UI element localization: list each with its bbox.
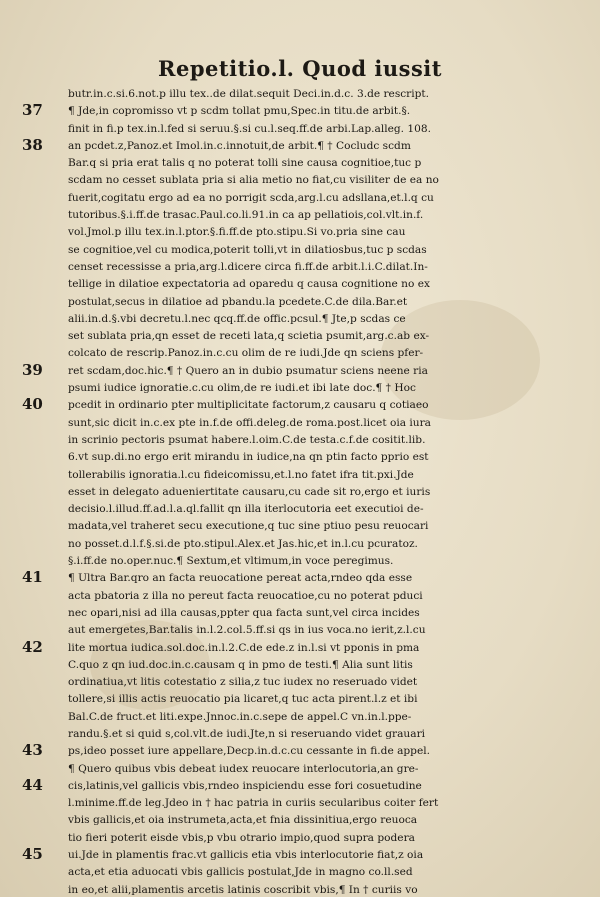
text-line: pcedit in ordinario pter multiplicitate factorum,z causaru q cotiaeo — [68, 399, 429, 412]
text-line: set sublata pria,qn esset de receti lata,q scietia psumit,arg.c.ab ex- — [68, 330, 430, 343]
text-line: vbis gallicis,et oia instrumeta,acta,et fnia dissinitiua,ergo reuoca — [68, 814, 418, 827]
text-line: finit in fi.p tex.in.l.fed si seruu.§.si cu.l.seq.ff.de arbi.Lap.alleg. 108. — [68, 122, 431, 135]
body-text — [68, 86, 556, 897]
text-line: tollerabilis ignoratia.l.cu fideicomissu,et.l.no fatet ifra tit.pxi.Jde — [68, 468, 414, 481]
margin-number: 45 — [22, 845, 43, 864]
text-line: alii.in.d.§.vbi decretu.l.nec qcq.ff.de offic.pcsul.¶ Jte,p scdas ce — [68, 312, 406, 325]
text-line: fuerit,cogitatu ergo ad ea no porrigit scda,arg.l.cu adsllana,et.l.q cu — [68, 191, 434, 204]
text-line: tio fieri poterit eisde vbis,p vbu otrario impio,quod supra podera — [68, 831, 415, 844]
text-line: lite mortua iudica.sol.doc.in.l.2.C.de ede.z in.l.si vt pponis in pma — [68, 641, 420, 654]
text-line: psumi iudice ignoratie.c.cu olim,de re iudi.et ibi late doc.¶ † Hoc — [68, 382, 416, 395]
text-line: se cognitioe,vel cu modica,poterit tolli,vt in dilatiosbus,tuc p scdas — [68, 243, 427, 256]
margin-number: 40 — [22, 395, 43, 414]
running-header — [0, 56, 600, 81]
text-line: ¶ Quero quibus vbis debeat iudex reuocare interlocutoria,an gre- — [68, 762, 419, 775]
text-line: §.i.ff.de no.oper.nuc.¶ Sextum,et vltimum,in voce peregimus. — [68, 555, 394, 568]
header-title: Repetitio.l. Quod iussit — [158, 56, 442, 81]
text-line: l.minime.ff.de leg.Jdeo in † hac patria in curiis secularibus coiter fert — [68, 797, 439, 810]
text-line: no posset.d.l.f.§.si.de pto.stipul.Alex.et Jas.hic,et in.l.cu pcuratoz. — [68, 537, 418, 550]
text-line: sunt,sic dicit in.c.ex pte in.f.de offi.deleg.de roma.post.licet oia iura — [68, 416, 431, 429]
text-line: butr.in.c.si.6.not.p illu tex..de dilat.sequit Deci.in.d.c. 3.de rescript. — [68, 88, 430, 100]
text-line: ¶ Jde,in copromisso vt p scdm tollat pmu,Spec.in titu.de arbit.§. — [68, 105, 411, 118]
text-line: tellige in dilatioe expectatoria ad oparedu q causa cognitione no ex — [68, 278, 430, 291]
text-line: vol.Jmol.p illu tex.in.l.ptor.§.fi.ff.de pto.stipu.Si vo.pria sine cau — [68, 226, 406, 239]
text-line: acta,et etia aduocati vbis gallicis postulat,Jde in magno co.ll.sed — [68, 866, 413, 879]
margin-number: 37 — [22, 101, 43, 120]
text-line: acta pbatoria z illa no pereut facta reuocatioe,cu no poterat pduci — [68, 589, 423, 602]
margin-number: 44 — [22, 776, 43, 794]
text-line: censet recessisse a pria,arg.l.dicere circa fi.ff.de arbit.l.i.C.dilat.In- — [68, 260, 428, 273]
margin-number: 42 — [22, 637, 43, 656]
text-line: aut emergetes,Bar.talis in.l.2.col.5.ff.si qs in ius voca.no ierit,z.l.cu — [68, 624, 426, 637]
text-line: an pcdet.z,Panoz.et Imol.in.c.innotuit,de arbit.¶ † Cocludc scdm — [68, 139, 411, 152]
text-line: ret scdam,doc.hic.¶ † Quero an in dubio psumatur sciens neene ria — [68, 364, 428, 377]
text-line: Bal.C.de fruct.et liti.expe.Jnnoc.in.c.sepe de appel.C vn.in.l.ppe- — [68, 710, 412, 723]
text-line: postulat,secus in dilatioe ad pbandu.la pcedete.C.de dila.Bar.et — [68, 295, 408, 308]
text-line: tutoribus.§.i.ff.de trasac.Paul.co.li.91.in ca ap pellatiois,col.vlt.in.f. — [68, 209, 424, 222]
text-line: ps,ideo posset iure appellare,Decp.in.d.c.cu cessante in fi.de appel. — [68, 745, 430, 758]
text-line: nec opari,nisi ad illa causas,ppter qua facta sunt,vel circa incides — [68, 606, 420, 619]
text-line: madata,vel traheret secu executione,q tuc sine ptiuo pesu reuocari — [68, 520, 429, 533]
text-line: ui.Jde in plamentis frac.vt gallicis etia vbis interlocutorie fiat,z oia — [68, 849, 424, 862]
text-line: ¶ Ultra Bar.qro an facta reuocatione pereat acta,rndeo qda esse — [68, 572, 413, 585]
margin-number: 38 — [22, 135, 43, 154]
text-line: 6.vt sup.di.no ergo erit mirandu in iudice,na qn ptin facto pprio est — [68, 451, 429, 464]
text-line: colcato de rescrip.Panoz.in.c.cu olim de re iudi.Jde qn sciens pfer- — [68, 347, 424, 360]
text-line: esset in delegato adueniertitate causaru,cu cade sit ro,ergo et iuris — [68, 485, 431, 498]
text-line: ordinatiua,vt litis cotestatio z silia,z tuc iudex no reseruado videt — [68, 676, 418, 689]
text-line: decisio.l.illud.ff.ad.l.a.ql.fallit qn illa iterlocutoria eet executioi de- — [68, 503, 424, 516]
text-line: Bar.q si pria erat talis q no poterat tolli sine causa cognitioe,tuc p — [68, 157, 422, 170]
margin-number: 39 — [22, 360, 43, 379]
text-line: in scrinio pectoris psumat habere.l.oim.C.de testa.c.f.de cositit.lib. — [68, 433, 426, 446]
text-line: scdam no cesset sublata pria si alia metio no fiat,cu visiliter de ea no — [68, 174, 439, 187]
text-line: tollere,si illis actis reuocatio pia licaret,q tuc acta pirent.l.z et ibi — [68, 693, 418, 706]
text-line: C.quo z qn iud.doc.in.c.causam q in pmo de testi.¶ Alia sunt litis — [68, 658, 413, 671]
margin-number: 41 — [22, 568, 43, 587]
text-line: cis,latinis,vel gallicis vbis,rndeo inspiciendu esse fori cosuetudine — [68, 779, 422, 792]
margin-number: 43 — [22, 741, 43, 760]
text-line: in eo,et alii,plamentis arcetis latinis coscribit vbis,¶ In † curiis vo — [68, 883, 418, 896]
text-line: randu.§.et si quid s,col.vlt.de iudi.Jte,n si reseruando videt grauari — [68, 727, 426, 740]
